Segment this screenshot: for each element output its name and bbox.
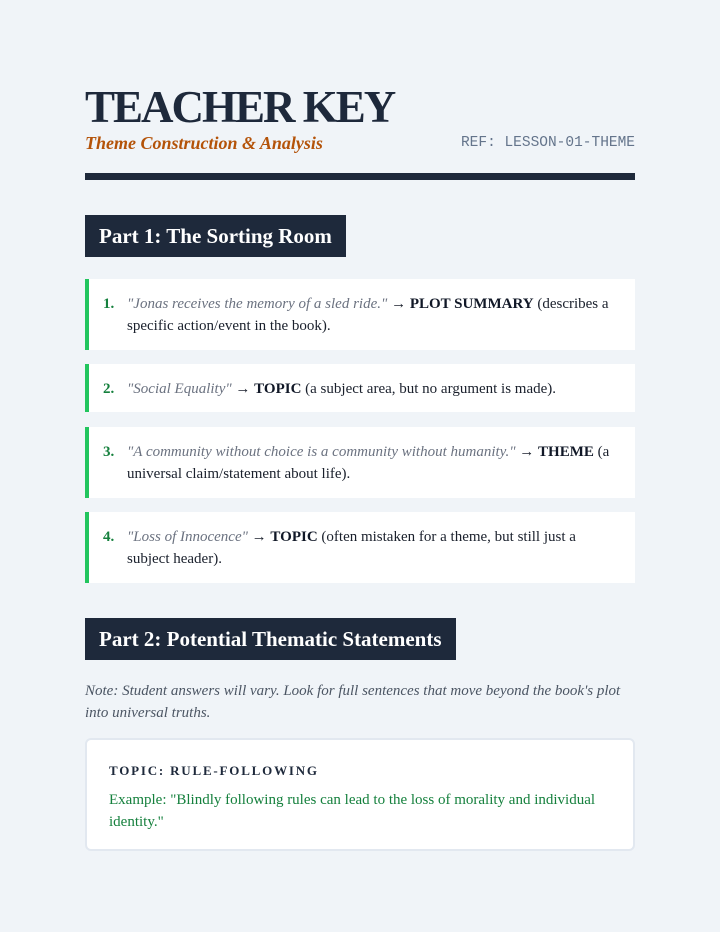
example-statement: Example: "Blindly following rules can lead to the loss of morality and individual identity.": [109, 792, 596, 830]
item-number: 3.: [103, 444, 115, 460]
arrow: →: [231, 381, 255, 397]
sorting-item: [85, 427, 635, 498]
item-number: 4.: [103, 529, 115, 545]
arrow: →: [387, 296, 410, 312]
item-number: 1.: [103, 296, 115, 312]
item-explanation: (describes a specific action/event in the book).: [127, 296, 609, 334]
item-body: [127, 293, 615, 337]
sorting-item: [85, 512, 635, 583]
topic-card: [85, 738, 635, 851]
topic-label: TOPIC: RULE-FOLLOWING: [109, 763, 319, 778]
arrow: →: [247, 529, 271, 545]
item-answer: TOPIC: [270, 529, 318, 545]
item-answer: PLOT SUMMARY: [409, 296, 534, 312]
item-quote: "A community without choice is a community without humanity.": [127, 444, 516, 460]
item-quote: "Jonas receives the memory of a sled ride.": [127, 296, 388, 312]
subtitle-row: [85, 130, 635, 156]
item-explanation: (a universal claim/statement about life).: [127, 444, 610, 482]
part1-heading: Part 1: The Sorting Room: [85, 215, 346, 257]
sorting-item: [85, 364, 635, 412]
item-explanation: (a subject area, but no argument is made).: [301, 381, 557, 397]
part2-heading: Part 2: Potential Thematic Statements: [85, 618, 456, 660]
item-body: [127, 378, 615, 400]
item-explanation: (often mistaken for a theme, but still just a subject header).: [127, 529, 576, 567]
item-answer: THEME: [538, 444, 594, 460]
reference-code: REF: LESSON-01-THEME: [460, 135, 635, 151]
teacher-key-page: [85, 0, 635, 830]
page-subtitle: Theme Construction & Analysis: [85, 133, 323, 153]
header-divider: [85, 173, 635, 180]
item-answer: TOPIC: [254, 381, 302, 397]
document-header: [85, 0, 635, 156]
page-title: TEACHER KEY: [85, 82, 395, 132]
item-body: [127, 526, 615, 570]
item-body: [127, 441, 615, 485]
grading-note: Note: Student answers will vary. Look for full sentences that move beyond the book's plot into universal truths.: [85, 683, 621, 721]
item-quote: "Social Equality": [127, 381, 232, 397]
item-quote: "Loss of Innocence": [127, 529, 248, 545]
item-number: 2.: [103, 381, 115, 397]
sorting-item: [85, 279, 635, 350]
arrow: →: [515, 444, 539, 460]
